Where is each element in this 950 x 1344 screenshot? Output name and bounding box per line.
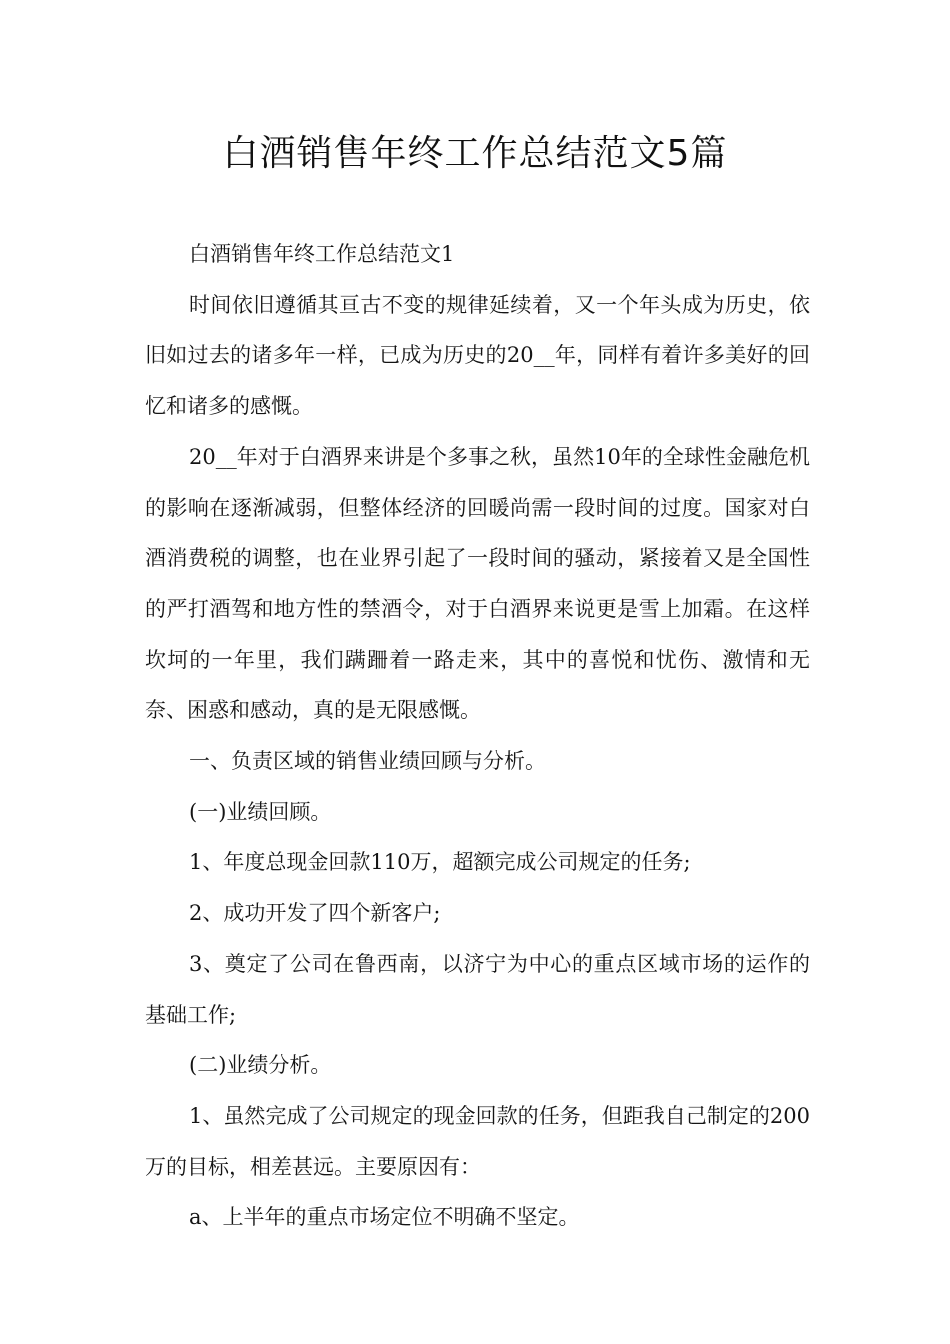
subsection-heading: (二)业绩分析。 [189,1053,332,1078]
list-item: 2、成功开发了四个新客户; [189,901,441,926]
body-paragraph: 时间依旧遵循其亘古不变的规律延续着，又一个年头成为历史，依旧如过去的诸多年一样，已成为历史的20__年，同样有着许多美好的回忆和诸多的感慨。 [145,292,810,419]
subsection-heading: (一)业绩回顾。 [189,799,332,824]
list-item: 3、奠定了公司在鲁西南，以济宁为中心的重点区域市场的运作的基础工作; [145,951,810,1027]
list-item: 1、虽然完成了公司规定的现金回款的任务，但距我自己制定的200万的目标，相差甚远。主要原因有： [145,1103,810,1179]
section-heading: 白酒销售年终工作总结范文1 [189,242,455,266]
document-body [145,229,810,1243]
list-item: 1、年度总现金回款110万，超额完成公司规定的任务; [189,850,691,875]
list-item: a、上半年的重点市场定位不明确不坚定。 [189,1205,580,1230]
section-heading: 一、负责区域的销售业绩回顾与分析。 [189,749,546,774]
body-paragraph: 20__年对于白酒界来讲是个多事之秋，虽然10年的全球性金融危机的影响在逐渐减弱，但整体经济的回暖尚需一段时间的过度。国家对白酒消费税的调整，也在业界引起了一段时间的骚动，紧接着又是全国性的严打酒驾和地方性的禁酒令，对于白酒界来说更是雪上加霜。在这样坎坷的一年里，我们蹒跚着一路走来，其中的喜悦和忧伤、激情和无奈、困惑和感动，真的是无限感慨。 [145,444,810,723]
document-title: 白酒销售年终工作总结范文5篇 [222,133,728,174]
